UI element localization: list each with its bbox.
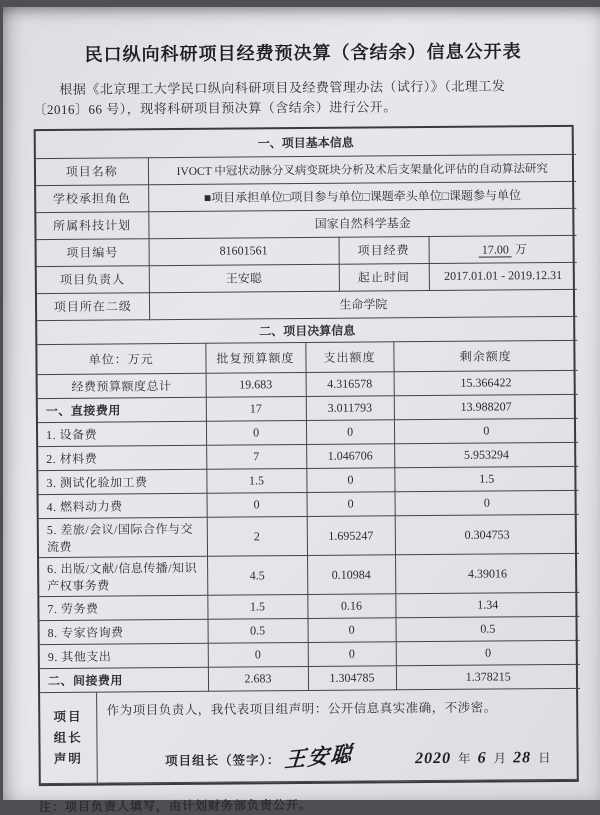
cell-label: 9. 其他支出 bbox=[40, 643, 208, 668]
table-row bbox=[39, 553, 579, 596]
cell-school-role-value: ■项目承担单位□项目参与单位□课题牵头单位□课题参与单位 bbox=[148, 181, 576, 211]
budget-info-table bbox=[37, 316, 580, 693]
cell-program-value: 国家自然科学基金 bbox=[148, 208, 576, 238]
table-row bbox=[40, 689, 577, 784]
cell-duration-label: 起止时间 bbox=[339, 263, 429, 291]
cell-remaining: 0 bbox=[394, 418, 578, 443]
declaration-label bbox=[40, 693, 97, 784]
table-row bbox=[40, 664, 580, 692]
cell-budget: 4.5 bbox=[207, 555, 307, 595]
table-row bbox=[36, 208, 576, 239]
cell-remaining: 1.34 bbox=[395, 592, 579, 617]
cell-budget: 17 bbox=[206, 397, 306, 422]
cell-label: 7. 劳务费 bbox=[39, 595, 207, 620]
cell-spent: 0.16 bbox=[307, 594, 395, 619]
date-month: 6 bbox=[477, 749, 487, 767]
funding-amount: 17.00 bbox=[479, 242, 512, 257]
cell-project-name-value: IVOCT 中冠状动脉分叉病变斑块分析及术后支架量化评估的自动算法研究 bbox=[148, 154, 576, 184]
declaration-statement: 作为项目负责人，我代表项目组声明：公开信息真实准确，不涉密。 bbox=[106, 700, 497, 718]
cell-label: 8. 专家咨询费 bbox=[40, 619, 208, 644]
declaration-label-line3: 声明 bbox=[53, 751, 83, 766]
column-header-unit: 单位：万元 bbox=[37, 343, 205, 374]
cell-budget: 0 bbox=[208, 642, 308, 667]
cell-label: 1. 设备费 bbox=[38, 421, 206, 446]
basic-info-table bbox=[36, 127, 577, 321]
cell-budget: 1.5 bbox=[206, 468, 306, 493]
section-header-row bbox=[36, 127, 576, 158]
cell-label: 5. 差旅/会议/国际合作与交流费 bbox=[39, 517, 207, 557]
document-content bbox=[33, 37, 579, 815]
paper-sheet bbox=[3, 7, 600, 815]
column-header-remaining: 剩余额度 bbox=[393, 340, 577, 371]
cell-project-name-label: 项目名称 bbox=[36, 157, 148, 185]
cell-funding-label: 项目经费 bbox=[339, 236, 429, 264]
cell-spent: 0 bbox=[308, 642, 396, 667]
cell-spent: 1.304785 bbox=[308, 666, 396, 691]
declaration-box bbox=[40, 689, 577, 784]
cell-spent: 0 bbox=[308, 618, 396, 643]
cell-spent: 4.316578 bbox=[306, 372, 394, 397]
date-day-label: 日 bbox=[538, 751, 551, 766]
cell-label: 4. 燃料动力费 bbox=[39, 493, 207, 518]
cell-label: 6. 出版/文献/信息传播/知识产权事务费 bbox=[39, 556, 207, 596]
handwritten-signature: 王安聪 bbox=[283, 741, 355, 773]
date-year: 2020 bbox=[415, 749, 452, 768]
cell-department-label: 项目所在二级 bbox=[37, 292, 149, 320]
cell-remaining: 13.988207 bbox=[394, 394, 578, 419]
cell-spent: 3.011793 bbox=[306, 396, 394, 421]
cell-remaining: 1.378215 bbox=[396, 664, 580, 689]
cell-remaining: 0 bbox=[396, 640, 580, 665]
cell-project-number-value: 81601561 bbox=[149, 237, 339, 265]
signature-label: 项目组长（签字）： bbox=[165, 753, 281, 769]
date-year-label: 年 bbox=[458, 751, 471, 766]
cell-remaining: 4.39016 bbox=[395, 553, 579, 593]
table-row bbox=[36, 154, 576, 185]
handwritten-date bbox=[415, 748, 551, 768]
cell-label: 3. 测试化验加工费 bbox=[38, 469, 206, 494]
funding-unit: 万 bbox=[514, 242, 527, 257]
cell-spent: 0 bbox=[307, 492, 395, 517]
section-budget-info-title: 二、项目决算信息 bbox=[37, 316, 577, 344]
cell-budget: 7 bbox=[206, 444, 306, 469]
cell-budget: 0 bbox=[207, 492, 307, 517]
signature-row bbox=[107, 739, 569, 773]
declaration-body bbox=[96, 689, 577, 783]
cell-budget: 2.683 bbox=[208, 666, 308, 691]
column-header-budget: 批复预算额度 bbox=[205, 343, 305, 374]
table-row bbox=[39, 514, 579, 557]
cell-remaining: 0 bbox=[395, 490, 579, 515]
form-table bbox=[34, 125, 579, 786]
date-day: 28 bbox=[513, 749, 532, 767]
cell-department-value: 生命学院 bbox=[149, 289, 577, 319]
declaration-label-line2: 组长 bbox=[53, 730, 83, 745]
cell-remaining: 15.366422 bbox=[394, 370, 578, 395]
section-basic-info-title: 一、项目基本信息 bbox=[36, 127, 576, 158]
footer-note: 注：项目负责人填写，由计划财务部负责公开。 bbox=[38, 797, 313, 815]
intro-paragraph bbox=[33, 76, 573, 120]
intro-line-1: 根据《北京理工大学民口纵向科研项目及经费管理办法（试行）》（北理工发 bbox=[59, 78, 506, 97]
cell-label: 经费预算额度总计 bbox=[38, 373, 206, 398]
cell-program-label: 所属科技计划 bbox=[36, 211, 148, 239]
cell-remaining: 1.5 bbox=[394, 466, 578, 491]
page-title: 民口纵向科研项目经费预决算（含结余）信息公开表 bbox=[84, 41, 522, 65]
cell-project-number-label: 项目编号 bbox=[37, 238, 149, 266]
cell-spent: 1.695247 bbox=[307, 516, 395, 556]
cell-spent: 0 bbox=[306, 420, 394, 445]
cell-budget: 1.5 bbox=[207, 594, 307, 619]
cell-label: 2. 材料费 bbox=[38, 445, 206, 470]
declaration-label-line1: 项目 bbox=[53, 709, 83, 724]
date-month-label: 月 bbox=[493, 751, 507, 766]
cell-school-role-label: 学校承担角色 bbox=[36, 184, 148, 212]
cell-budget: 0 bbox=[206, 421, 306, 446]
cell-spent: 0.10984 bbox=[307, 555, 395, 595]
cell-funding-value bbox=[429, 235, 577, 263]
column-header-row bbox=[37, 340, 577, 374]
cell-leader-label: 项目负责人 bbox=[37, 265, 149, 293]
cell-duration-value: 2017.01.01 - 2019.12.31 bbox=[429, 262, 577, 290]
cell-budget: 19.683 bbox=[206, 373, 306, 398]
cell-remaining: 0.5 bbox=[396, 616, 580, 641]
table-row bbox=[37, 235, 577, 266]
cell-spent: 1.046706 bbox=[306, 444, 394, 469]
cell-budget: 0.5 bbox=[208, 618, 308, 643]
cell-label: 二、间接费用 bbox=[40, 667, 208, 692]
cell-label: 一、直接费用 bbox=[38, 397, 206, 422]
intro-line-2: 〔2016〕66 号），现将科研项目预决算（含结余）进行公开。 bbox=[33, 99, 397, 118]
table-row bbox=[36, 181, 576, 212]
table-row bbox=[37, 289, 577, 320]
column-header-spent: 支出额度 bbox=[305, 342, 393, 373]
cell-remaining: 0.304753 bbox=[395, 514, 579, 554]
cell-budget: 2 bbox=[207, 516, 307, 556]
cell-remaining: 5.953294 bbox=[394, 442, 578, 467]
cell-spent: 0 bbox=[306, 468, 394, 493]
table-row bbox=[37, 262, 577, 293]
cell-leader-value: 王安聪 bbox=[149, 264, 339, 292]
